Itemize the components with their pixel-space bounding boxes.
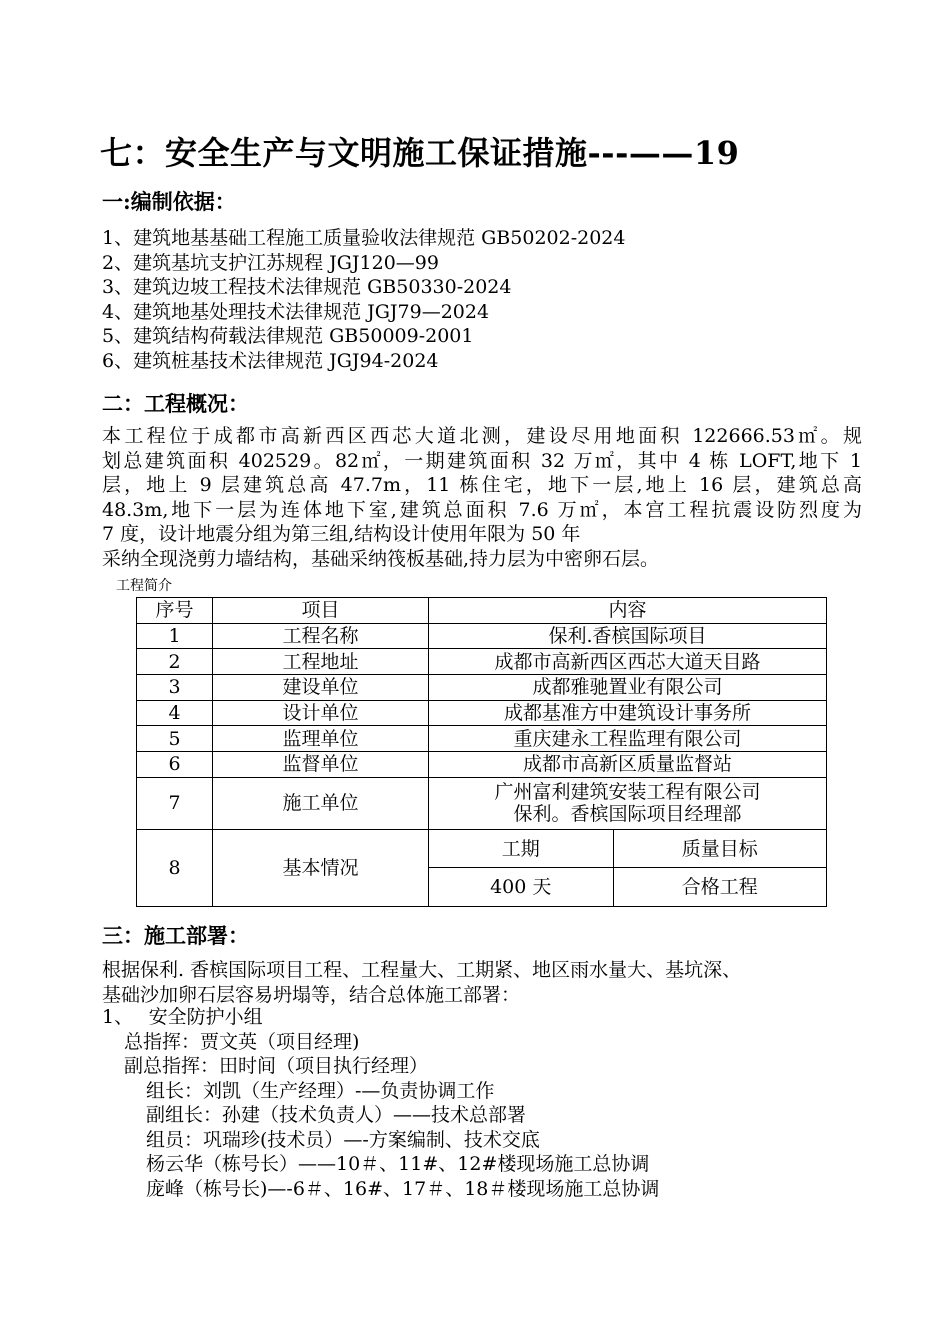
paragraph-line: 本工程位于成都市高新西区西芯大道北测，建设尽用地面积 122666.53㎡。规: [102, 425, 862, 447]
table-row: [137, 726, 827, 752]
org-line: 副组长：孙建（技术负责人）——技术总部署: [146, 1104, 527, 1126]
standards-list: [102, 226, 626, 373]
list-item: 3、建筑边坡工程技术法律规范 GB50330-2024: [102, 276, 512, 298]
row-content: 保利.香槟国际项目: [429, 623, 827, 649]
table-row: [137, 777, 827, 829]
row-item: 工程地址: [213, 649, 429, 675]
row-item: 工程名称: [213, 623, 429, 649]
paragraph-line: 7 度，设计地震分组为第三组,结构设计使用年限为 50 年: [102, 523, 581, 545]
sub-header-cell: 工期: [429, 830, 613, 868]
project-info-table: [136, 597, 827, 907]
row-number: 4: [137, 700, 213, 726]
table-caption: 工程简介: [116, 578, 172, 594]
row-number: 8: [137, 829, 213, 906]
sub-value-cell: 合格工程: [681, 876, 758, 899]
header-cell: 序号: [137, 598, 213, 624]
paragraph-line: 采纳全现浇剪力墙结构，基础采纳筏板基础,持力层为中密卵石层。: [102, 547, 660, 570]
basic-info-subtable: [429, 830, 826, 906]
row-item: 监督单位: [213, 752, 429, 778]
content-line: 保利。香槟国际项目经理部: [513, 803, 742, 826]
section-heading-basis: 一:编制依据：: [102, 189, 236, 214]
row-number: 2: [137, 649, 213, 675]
row-content: [429, 829, 827, 906]
row-item: 设计单位: [213, 700, 429, 726]
org-line: 杨云华（栋号长）——10＃、11#、12#楼现场施工总协调: [146, 1153, 650, 1175]
document-title: 七：安全生产与文明施工保证措施---——19: [100, 134, 740, 172]
paragraph-line: 48.3m,地下一层为连体地下室,建筑总面积 7.6 万㎡，本宫工程抗震设防烈度为: [102, 498, 862, 521]
section-heading-overview: 二：工程概况：: [102, 391, 249, 416]
org-line: 庞峰（栋号长)—-6＃、16#、17＃、18＃楼现场施工总协调: [146, 1177, 660, 1200]
group-title: 1、 安全防护小组: [102, 1006, 263, 1028]
content-line: 广州富利建筑安装工程有限公司: [494, 781, 761, 804]
safety-group: [102, 1005, 659, 1201]
sub-header-cell: 质量目标: [613, 830, 826, 868]
row-number: 7: [137, 777, 213, 829]
list-item: 6、建筑桩基技术法律规范 JGJ94-2024: [102, 349, 439, 372]
org-line: 组员：巩瑞珍(技术员）—-方案编制、技术交底: [146, 1128, 540, 1151]
list-item: 1、建筑地基基础工程施工质量验收法律规范 GB50202-2024: [102, 227, 626, 249]
table-row: [137, 623, 827, 649]
row-content: 成都市高新西区西芯大道天目路: [429, 649, 827, 675]
section-heading-deployment: 三：施工部署：: [102, 923, 249, 948]
table-row: [137, 675, 827, 701]
list-item: 2、建筑基坑支护江苏规程 JGJ120—99: [102, 251, 439, 274]
paragraph-line: 划总建筑面积 402529。82㎡，一期建筑面积 32 万㎡，其中 4 栋 LOFT,地下 1: [102, 449, 862, 472]
row-number: 3: [137, 675, 213, 701]
row-item: 监理单位: [213, 726, 429, 752]
list-item: 4、建筑地基处理技术法律规范 JGJ79—2024: [102, 300, 490, 323]
table-row: [137, 700, 827, 726]
row-number: 1: [137, 623, 213, 649]
row-content: 成都雅驰置业有限公司: [429, 675, 827, 701]
paragraph-line: 根据保利. 香槟国际项目工程、工程量大、工期紧、地区雨水量大、基坑深、: [102, 959, 742, 981]
row-content: 重庆建永工程监理有限公司: [429, 726, 827, 752]
row-number: 6: [137, 752, 213, 778]
row-content: 成都市高新区质量监督站: [429, 752, 827, 778]
org-line: 总指挥：贾文英（项目经理): [124, 1030, 360, 1053]
row-content: [429, 777, 827, 829]
sub-value-cell: 400 天: [429, 868, 613, 906]
row-item: 施工单位: [213, 777, 429, 829]
overview-paragraph: [102, 424, 862, 571]
table-row: [137, 649, 827, 675]
table-row: [137, 829, 827, 906]
row-item: 建设单位: [213, 675, 429, 701]
row-number: 5: [137, 726, 213, 752]
header-cell: 内容: [429, 598, 827, 624]
deployment-intro: [102, 958, 741, 1007]
table-header-row: [137, 598, 827, 624]
list-item: 5、建筑结构荷载法律规范 GB50009-2001: [102, 325, 474, 347]
header-cell: 项目: [213, 598, 429, 624]
table-row: [137, 752, 827, 778]
org-line: 组长：刘凯（生产经理）-—负责协调工作: [146, 1079, 495, 1102]
paragraph-line: 基础沙加卵石层容易坍塌等，结合总体施工部署：: [102, 983, 521, 1006]
paragraph-line: 层，地上 9 层建筑总高 47.7m，11 栋住宅，地下一层,地上 16 层，建筑总高: [102, 474, 862, 496]
row-content: 成都基准方中建筑设计事务所: [429, 700, 827, 726]
row-item: 基本情况: [213, 829, 429, 906]
org-line: 副总指挥：田时间（项目执行经理）: [124, 1055, 429, 1077]
